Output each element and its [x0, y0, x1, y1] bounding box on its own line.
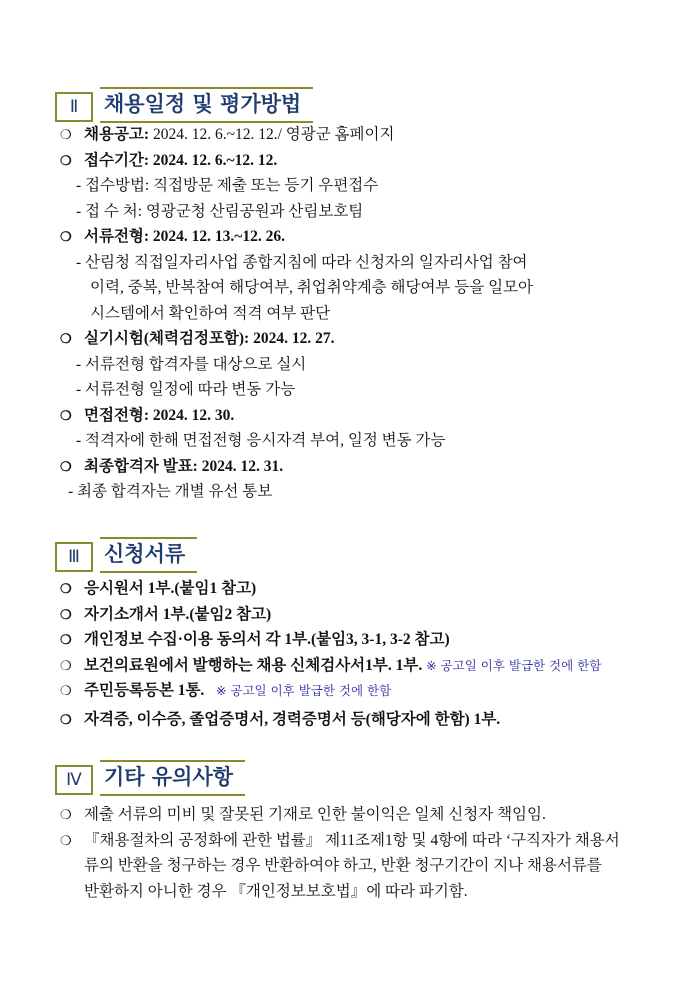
list-item: ❍ 채용공고: 2024. 12. 6.~12. 12./ 영광군 홈페이지: [60, 122, 660, 148]
list-item: ❍ 보건의료원에서 발행하는 채용 신체검사서1부. 1부. ※ 공고일 이후 발급한 것에 한함: [60, 653, 660, 679]
section-2-body: [60, 122, 660, 505]
sub-item-continued: 이력, 중복, 반복참여 해당여부, 취업취약계층 해당여부 등을 일모아: [90, 279, 534, 296]
list-item: ❍ 면접전형: 2024. 12. 30.: [60, 403, 660, 429]
list-item: ❍ 접수기간: 2024. 12. 6.~12. 12.: [60, 148, 660, 174]
section-title: 채용일정 및 평가방법: [100, 87, 313, 123]
list-item: ❍ 실기시험(체력검정포함): 2024. 12. 27.: [60, 326, 660, 352]
list-item: ❍ 자격증, 이수증, 졸업증명서, 경력증명서 등(해당자에 한함) 1부.: [60, 707, 660, 733]
list-item: ❍ 제출 서류의 미비 및 잘못된 기재로 인한 불이익은 일체 신청자 책임임.: [60, 802, 660, 828]
section-3-body: [60, 576, 660, 732]
note: ※ 공고일 이후 발급한 것에 한함: [215, 683, 392, 698]
sub-item: - 산림청 직접일자리사업 종합지침에 따라 신청자의 일자리사업 참여: [76, 253, 528, 271]
sub-item: - 서류전형 합격자를 대상으로 실시: [76, 355, 307, 373]
section-number: Ⅱ: [55, 92, 93, 122]
list-item: ❍ 최종합격자 발표: 2024. 12. 31.: [60, 454, 660, 480]
sub-item: - 적격자에 한해 면접전형 응시자격 부여, 일정 변동 가능: [76, 432, 446, 449]
note: ※ 공고일 이후 발급한 것에 한함: [426, 657, 602, 673]
list-item: ❍ 응시원서 1부.(붙임1 참고): [60, 576, 660, 602]
section-number: Ⅳ: [55, 765, 93, 795]
section-title: 기타 유의사항: [100, 760, 245, 796]
sub-item: - 최종 합격자는 개별 유선 통보: [68, 483, 273, 500]
section-4-body: [60, 802, 660, 904]
sub-item: - 서류전형 일정에 따라 변동 가능: [76, 381, 296, 398]
sub-item: - 접 수 처: 영광군청 산림공원과 산림보호팀: [76, 202, 364, 220]
sub-item-continued: 시스템에서 확인하여 적격 여부 판단: [90, 304, 331, 322]
section-title: 신청서류: [100, 537, 197, 573]
sub-item: - 접수방법: 직접방문 제출 또는 등기 우편접수: [76, 177, 379, 194]
list-item: ❍ 주민등록등본 1통. ※ 공고일 이후 발급한 것에 한함: [60, 678, 660, 704]
list-item: ❍ 서류전형: 2024. 12. 13.~12. 26.: [60, 224, 660, 250]
list-item: ❍ 『채용절차의 공정화에 관한 법률』 제11조제1항 및 4항에 따라 ‘구직자가 채용서: [60, 828, 660, 854]
list-item-continued: 류의 반환을 청구하는 경우 반환하여야 하고, 반환 청구기간이 지나 채용서류를: [84, 857, 602, 874]
list-item-continued: 반환하지 아니한 경우 『개인정보보호법』에 따라 파기함.: [84, 882, 468, 900]
section-number: Ⅲ: [55, 542, 93, 572]
list-item: ❍ 자기소개서 1부.(붙임2 참고): [60, 602, 660, 628]
list-item: ❍ 개인정보 수집·이용 동의서 각 1부.(붙임3, 3-1, 3-2 참고): [60, 627, 660, 653]
